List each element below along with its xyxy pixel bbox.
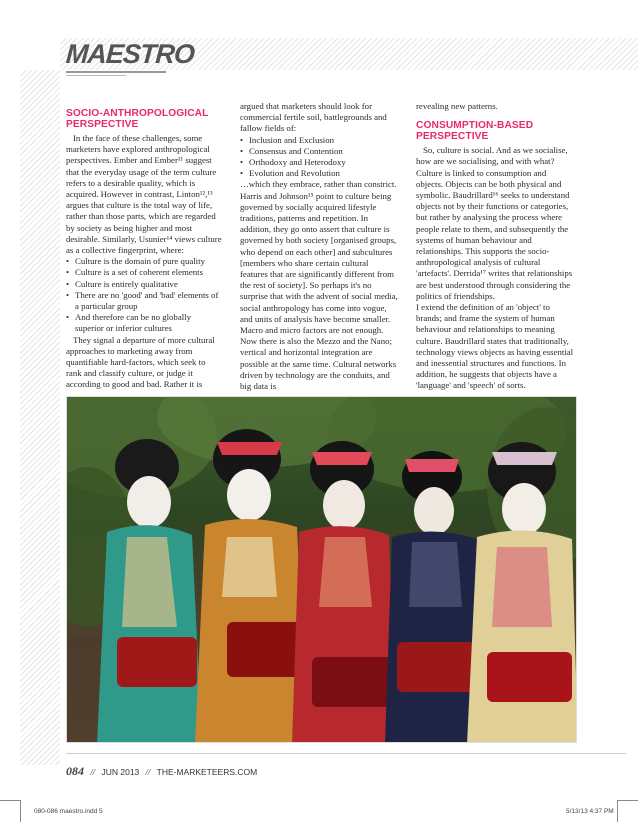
issue-date: JUN 2013 [101,767,140,777]
col1-bullet-item: • Culture is entirely qualitative [66,279,222,290]
article-photo [66,396,577,743]
col3-paragraph-1: So, culture is social. And as we socialise, how are we socialising, and with what? Culture is linked to consumption and objects. Objects can be both physical and symbolic. Baudrillard¹⁶ seeks to understand objects not by their functions or categories, but rather by analysing the process where people relate to them, and subsequently the systems of human behaviour and relationships. This supports the socio-anthropological analysis of cultural 'artefacts'. Derrida¹⁷ writes that relationships are best understood through considering the politics of friendships. [416,145,573,301]
website: THE-MARKETEERS.COM [156,767,258,777]
col2-bullet-item: • Orthodoxy and Heterodoxy [240,157,398,168]
footer-separator: // [90,767,96,777]
article-column-3 [416,101,574,392]
article-column-2 [240,101,398,392]
col2-bullet-item: • Inclusion and Exclusion [240,135,398,146]
footer-rule [66,753,626,754]
file-slug: 080-086 maestro.indd 5 [34,808,103,815]
sidebar-hatch-bar [20,70,60,765]
col1-paragraph-2: They signal a departure of more cultural approaches to marketing away from quantifiable hard-factors, which seek to rank and classify culture, or judge it according to good and bad. Rather it is [66,334,215,390]
col1-paragraph-1: In the face of these challenges, some marketers have explored anthropological perspectives. Ember and Ember¹¹ suggest that the everyday usage of the term culture refers to a desirable quality, which is acquired. However in contrast, Linton¹²,¹³ argues that culture is the total way of life, rather than those parts, which are regarded by society as being higher and most desirable. Similarly, Usunier¹⁴ views culture as a collective fingerprint, where: [66,133,222,256]
logo-underline-secondary [66,75,126,76]
article-photo-illustration [67,397,577,743]
timestamp-slug: 5/13/13 4:37 PM [566,808,614,815]
footer-separator: // [145,767,151,777]
col2-paragraph-1: argued that marketers should look for commercial fertile soil, battlegrounds and fallow fields of: [240,101,387,134]
col1-bullet-item: • Culture is the domain of pure quality [66,256,222,267]
crop-mark [0,800,20,801]
article-column-1 [66,108,222,391]
col2-bullet-item: • Evolution and Revolution [240,168,398,179]
col1-bullet-item: • There are no 'good' and 'bad' elements of a particular group [66,290,222,312]
col1-bullet-list [66,256,222,334]
col1-bullet-item: • And therefore can be no globally superior or inferior cultures [66,312,222,334]
logo-underline [66,71,166,73]
page-footer [66,764,257,778]
masthead-logo: MAESTRO [64,39,196,69]
col2-bullet-item: • Consensus and Contention [240,146,398,157]
section-heading-consumption-based: CONSUMPTION-BASED PERSPECTIVE [416,120,534,143]
figure-3 [292,441,397,743]
page-number: 084 [66,764,84,778]
section-heading-socio-anthropological: SOCIO-ANTHROPOLOGICAL PERSPECTIVE [66,108,209,130]
col2-paragraph-2: …which they embrace, rather than constrict. Harris and Johnson¹⁵ point to culture being governed by socially acquired lifestyle traditions, patterns and repetition. In addition, they go onto assert that culture is governed by both society [organised groups, who depend on each other] and subcultures [members who share certain cultural features that are significantly different from the rest of society]. So perhaps it's no surprise that with the advent of social media, social anthropology has come into vogue, and units of analysis have become smaller. Macro and micro factors are not enough. Now there is also the Mezzo and the Nano; vertical and horizontal integration are possible at the same time. Cultural networks driven by technology are the conduits, and big data is [240,179,398,392]
crop-mark [618,800,638,801]
col3-paragraph-2: I extend the definition of an 'object' to brands; and frame the system of human behaviour and relationships to meaning culture. Baudrillard states that traditionally, technology views objects as having essential and inessential structures and functions. In addition, he suggests that objects have a 'language' and 'speech' of sorts. [416,302,574,391]
col1-bullet-item: • Culture is a set of coherent elements [66,267,222,278]
crop-mark [20,800,21,822]
crop-mark [617,800,618,822]
col3-paragraph-0: revealing new patterns. [416,101,498,111]
col2-bullet-list [240,135,398,180]
